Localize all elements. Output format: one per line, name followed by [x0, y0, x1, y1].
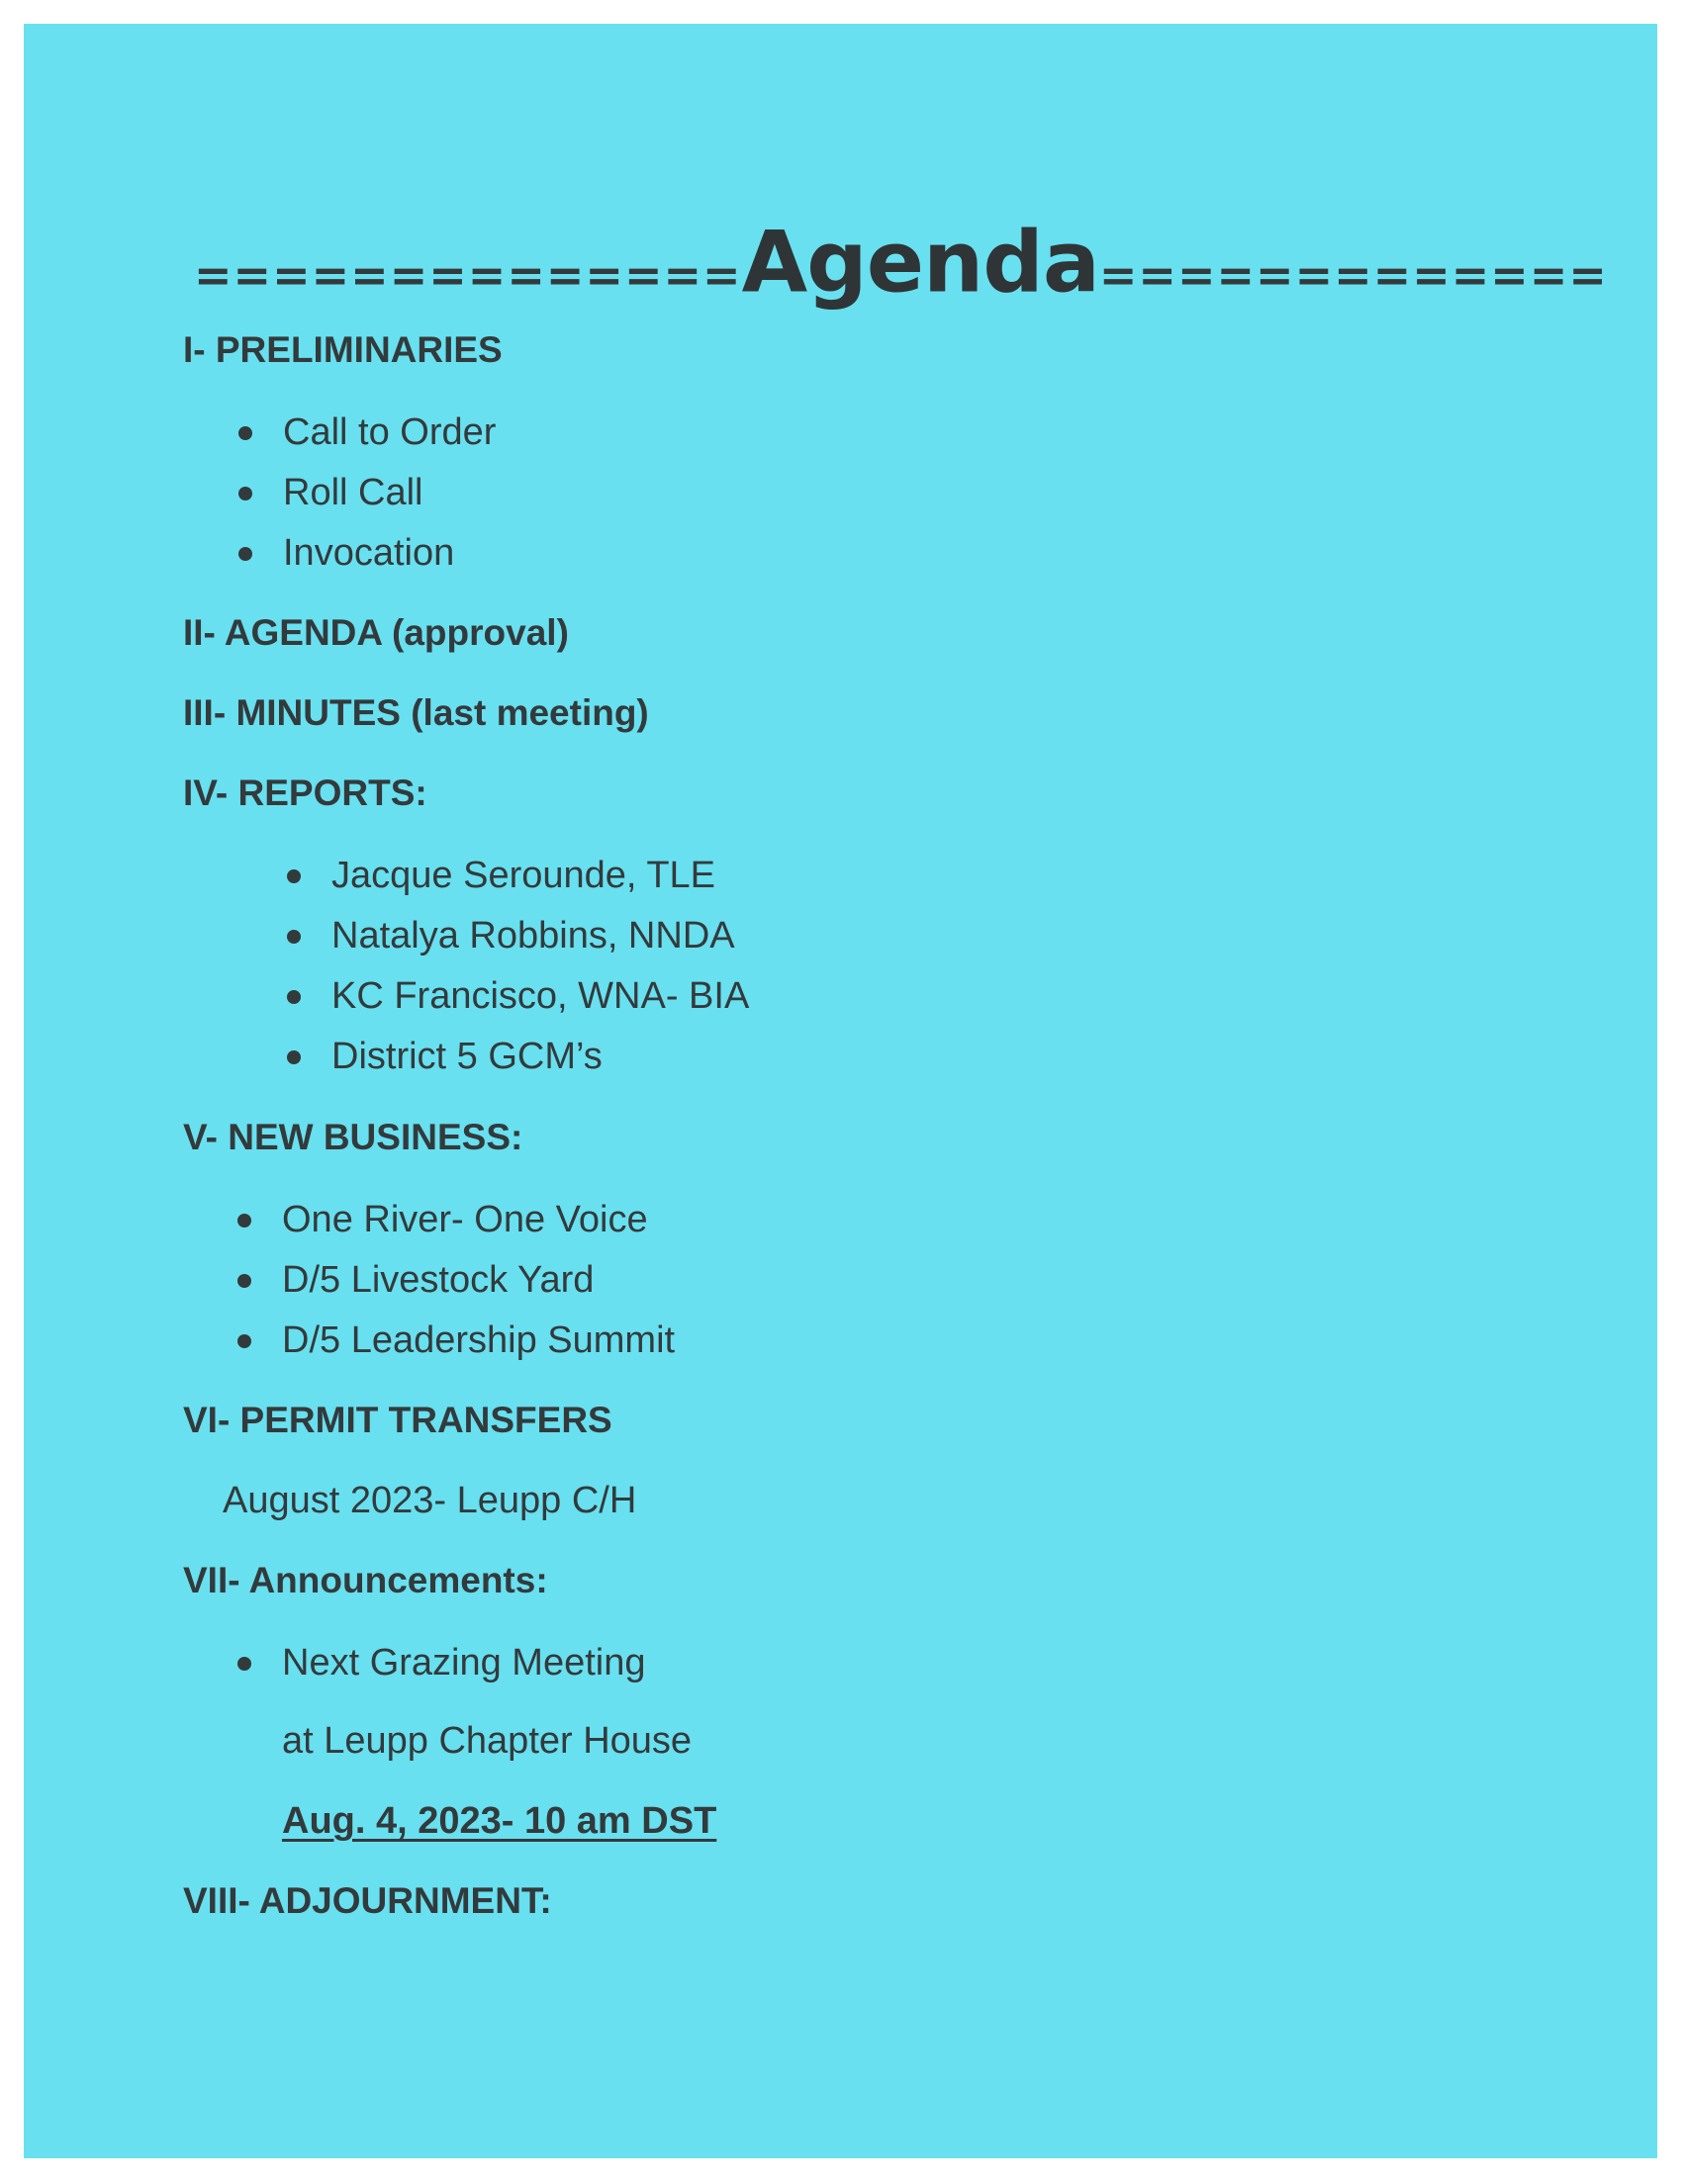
- list-item: District 5 GCM’s: [331, 1027, 749, 1087]
- page-title: [194, 203, 1608, 321]
- new-business-list: [282, 1190, 675, 1371]
- heading-announcements: VII- Announcements:: [183, 1560, 548, 1600]
- list-item: D/5 Livestock Yard: [282, 1250, 675, 1311]
- bullet-icon: [237, 1657, 251, 1671]
- heading-reports: IV- REPORTS:: [183, 773, 427, 813]
- heading-preliminaries: I- PRELIMINARIES: [183, 329, 503, 370]
- title-word: Agenda: [741, 213, 1099, 313]
- list-item: Call to Order: [283, 403, 496, 463]
- heading-permit-transfers: VI- PERMIT TRANSFERS: [183, 1400, 612, 1440]
- bullet-icon: [237, 1274, 251, 1288]
- bullet-icon: [287, 930, 301, 944]
- list-item: Next Grazing Meeting: [282, 1633, 646, 1693]
- bullet-icon: [238, 426, 252, 440]
- list-item: Invocation: [283, 523, 496, 584]
- meeting-datetime: Aug. 4, 2023- 10 am DST: [282, 1800, 717, 1842]
- bullet-icon: [237, 1214, 251, 1228]
- bullet-icon: [287, 1050, 301, 1064]
- preliminaries-list: [283, 403, 496, 584]
- list-item: Jacque Serounde, TLE: [331, 846, 749, 906]
- bullet-icon: [287, 990, 301, 1004]
- heading-new-business: V- NEW BUSINESS:: [183, 1117, 523, 1157]
- permit-transfer-line: August 2023- Leupp C/H: [223, 1480, 637, 1521]
- heading-adjournment: VIII- ADJOURNMENT:: [183, 1880, 552, 1921]
- list-item: D/5 Leadership Summit: [282, 1311, 675, 1371]
- meeting-location: at Leupp Chapter House: [282, 1720, 693, 1762]
- bullet-icon: [238, 547, 252, 561]
- list-item: Roll Call: [283, 463, 496, 523]
- reports-list: [331, 846, 749, 1087]
- title-left-rule: ==============: [194, 247, 742, 302]
- list-item: KC Francisco, WNA- BIA: [331, 966, 749, 1027]
- bullet-icon: [287, 869, 301, 883]
- heading-minutes: III- MINUTES (last meeting): [183, 692, 649, 733]
- list-item: One River- One Voice: [282, 1190, 675, 1250]
- announcements-list: [282, 1633, 646, 1693]
- bullet-icon: [238, 487, 252, 500]
- list-item: Natalya Robbins, NNDA: [331, 906, 749, 966]
- bullet-icon: [237, 1334, 251, 1348]
- heading-agenda-approval: II- AGENDA (approval): [183, 612, 569, 653]
- title-right-rule: =============: [1098, 247, 1608, 302]
